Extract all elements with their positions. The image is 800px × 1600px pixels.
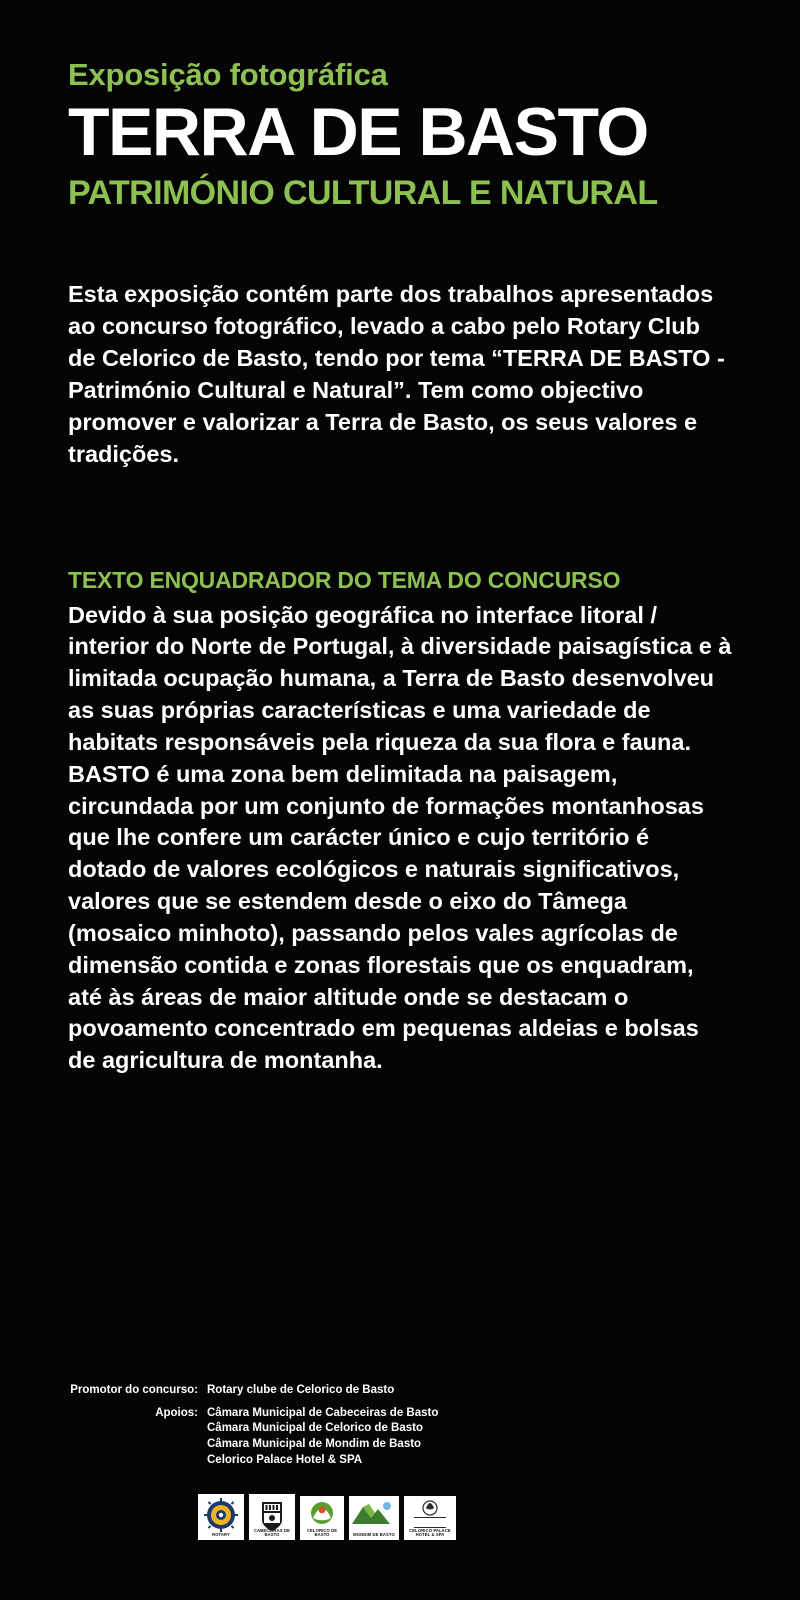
section-heading: TEXTO ENQUADRADOR DO TEMA DO CONCURSO xyxy=(68,566,621,593)
intro-paragraph: Esta exposição contém parte dos trabalhos apresentados ao concurso fotográfico, levado a cabo pelo Rotary Club de Celorico de Basto, tendo por tema “TERRA DE BASTO - Património Cultural e Natural”. Tem como objectivo promover e valorizar a Terra de Basto, os seus valores e tradições. xyxy=(68,280,725,467)
promoter-value: Rotary clube de Celorico de Basto xyxy=(207,1383,395,1396)
poster-header xyxy=(0,0,800,213)
theme-section xyxy=(68,567,732,1077)
promoter-label: Promotor do concurso: xyxy=(70,1383,198,1396)
rotary-logo xyxy=(198,1494,244,1540)
section-paragraph: Devido à sua posição geográfica no interface litoral / interior do Norte de Portugal, à diversidade paisagística e à limitada ocupação humana, a Terra de Basto desenvolveu as suas próprias características e uma variedade de habitats responsáveis pela riqueza da sua flora e fauna. BASTO é uma zona bem delimitada na paisagem, circundada por um conjunto de formações montanhosas que lhe confere um carácter único e cujo território é dotado de valores ecológicos e naturais significativos, valores que se estendem desde o eixo do Tâmega (mosaico minhoto), passando pelos vales agrícolas de dimensão contida e zonas florestais que os enquadram, até às áreas de maior altitude onde se destacam o povoamento concentrado em pequenas aldeias e bolsas de agricultura de montanha. xyxy=(68,601,732,1074)
page-title: TERRA DE BASTO xyxy=(68,94,648,171)
celorico-de-basto-logo xyxy=(300,1496,344,1540)
support-value: Celorico Palace Hotel & SPA xyxy=(207,1454,363,1467)
supports-label: Apoios: xyxy=(155,1406,198,1419)
support-value: Câmara Municipal de Cabeceiras de Basto xyxy=(207,1406,439,1419)
promoter-values xyxy=(207,1383,738,1399)
promoter-row xyxy=(68,1383,738,1399)
support-value: Câmara Municipal de Celorico de Basto xyxy=(207,1422,424,1435)
exhibition-eyebrow: Exposição fotográfica xyxy=(68,57,388,92)
credits-block xyxy=(68,1383,738,1472)
cabeceiras-logo-caption: CABECEIRAS DE BASTO xyxy=(254,1527,290,1538)
mondim-de-basto-logo xyxy=(349,1496,399,1540)
supports-row xyxy=(68,1406,738,1469)
celorico-palace-hotel-logo xyxy=(404,1496,456,1540)
celorico-logo-caption: CELORICO DE BASTO xyxy=(306,1527,338,1538)
page-subtitle: PATRIMÓNIO CULTURAL E NATURAL xyxy=(68,174,658,213)
support-value: Câmara Municipal de Mondim de Basto xyxy=(207,1438,422,1451)
cabeceiras-de-basto-crest xyxy=(249,1494,295,1540)
mondim-logo-caption: MONDIM DE BASTO xyxy=(353,1532,395,1538)
sponsor-logo-strip xyxy=(198,1494,456,1540)
hotel-logo-caption: CELORICO PALACE HOTEL & SPA xyxy=(409,1527,451,1538)
supports-values xyxy=(207,1406,738,1469)
rotary-logo-caption: ROTARY xyxy=(212,1532,230,1538)
